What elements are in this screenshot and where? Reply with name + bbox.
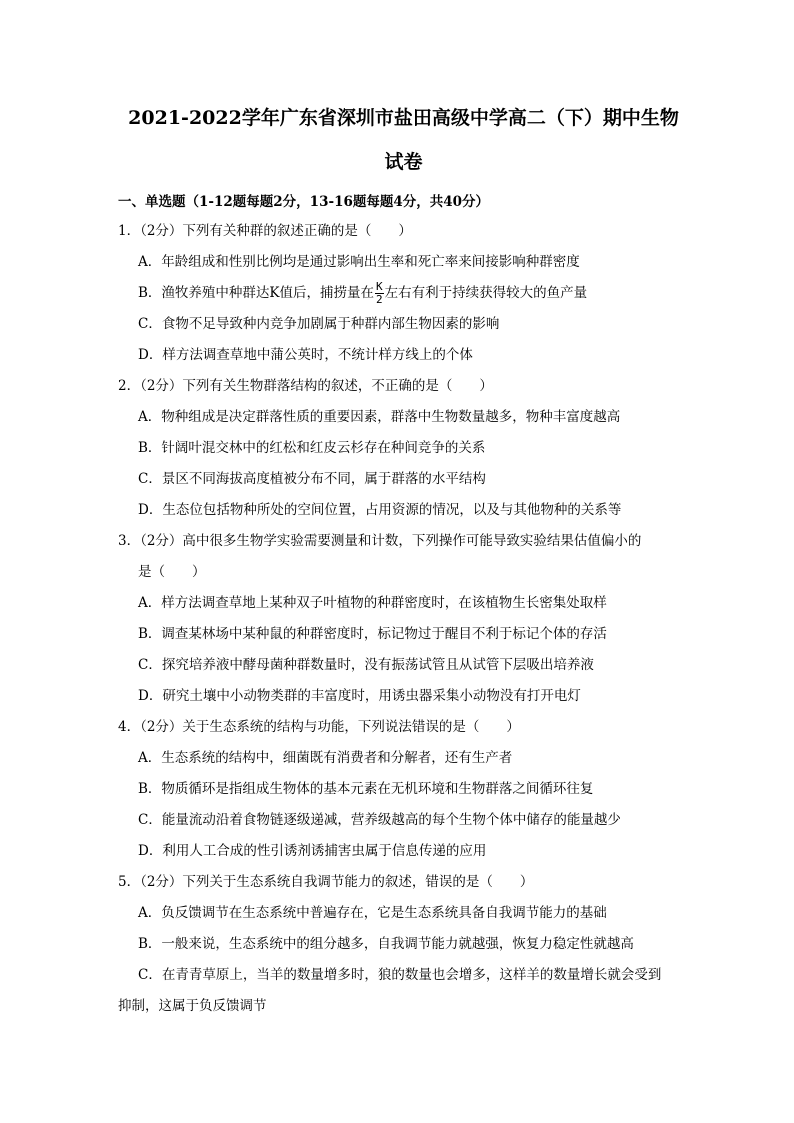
question-stem: 5．（2分）下列关于生态系统自我调节能力的叙述，错误的是（ ） bbox=[118, 874, 534, 890]
question-stem-continued: 是（ ） bbox=[138, 564, 206, 580]
question-2 bbox=[118, 371, 689, 526]
option-b: B．一般来说，生态系统中的组分越多，自我调节能力就越强，恢复力稳定性就越高 bbox=[138, 936, 634, 952]
question-stem: 2．（2分）下列有关生物群落结构的叙述，不正确的是（ ） bbox=[118, 378, 493, 394]
option-c: C．在青青草原上，当羊的数量增多时，狼的数量也会增多，这样羊的数量增长就会受到 bbox=[138, 967, 662, 983]
option-c-continued: 抑制，这属于负反馈调节 bbox=[118, 998, 267, 1014]
option-c: C．探究培养液中酵母菌种群数量时，没有振荡试管且从试管下层吸出培养液 bbox=[138, 657, 594, 673]
option-b-text-post: 左右有利于持续获得较大的鱼产量 bbox=[384, 285, 588, 301]
option-c: C．景区不同海拔高度植被分布不同，属于群落的水平结构 bbox=[138, 471, 486, 487]
option-a: A．负反馈调节在生态系统中普遍存在，它是生态系统具备自我调节能力的基础 bbox=[138, 905, 607, 921]
section-heading: 一、单选题（1-12题每题2分，13-16题每题4分，共40分） bbox=[118, 194, 490, 210]
question-3 bbox=[118, 526, 689, 712]
option-b: B．物质循环是指组成生物体的基本元素在无机环境和生物群落之间循环往复 bbox=[138, 781, 594, 797]
option-a: A．物种组成是决定群落性质的重要因素，群落中生物数量越多，物种丰富度越高 bbox=[138, 409, 621, 425]
question-1 bbox=[118, 216, 689, 371]
option-b: B．针阔叶混交林中的红松和红皮云杉存在种间竞争的关系 bbox=[138, 440, 486, 456]
question-stem: 4．（2分）关于生态系统的结构与功能，下列说法错误的是（ ） bbox=[118, 719, 520, 735]
fraction-k-over-2 bbox=[375, 281, 384, 306]
option-d: D．利用人工合成的性引诱剂诱捕害虫属于信息传递的应用 bbox=[138, 843, 487, 859]
exam-title-line2: 试卷 bbox=[384, 151, 423, 173]
option-b-text-pre: B．渔牧养殖中种群达K值后，捕捞量在 bbox=[138, 285, 375, 301]
fraction-numerator: K bbox=[376, 280, 383, 293]
question-stem: 1．（2分）下列有关种群的叙述正确的是（ ） bbox=[118, 223, 412, 239]
option-b: B．调查某林场中某种鼠的种群密度时，标记物过于醒目不利于标记个体的存活 bbox=[138, 626, 607, 642]
fraction-denominator: 2 bbox=[376, 293, 383, 306]
option-a: A．生态系统的结构中，细菌既有消费者和分解者，还有生产者 bbox=[138, 750, 513, 766]
option-d: D．生态位包括物种所处的空间位置，占用资源的情况，以及与其他物种的关系等 bbox=[138, 502, 622, 518]
option-c: C．食物不足导致种内竞争加剧属于种群内部生物因素的影响 bbox=[138, 316, 500, 332]
option-c: C．能量流动沿着食物链逐级递减，营养级越高的每个生物个体中储存的能量越少 bbox=[138, 812, 621, 828]
option-d: D．样方法调查草地中蒲公英时，不统计样方线上的个体 bbox=[138, 347, 473, 363]
option-a: A．样方法调查草地上某种双子叶植物的种群密度时，在该植物生长密集处取样 bbox=[138, 595, 607, 611]
question-4 bbox=[118, 712, 689, 867]
question-stem: 3．（2分）高中很多生物学实验需要测量和计数，下列操作可能导致实验结果估值偏小的 bbox=[118, 533, 642, 549]
option-d: D．研究土壤中小动物类群的丰富度时，用诱虫器采集小动物没有打开电灯 bbox=[138, 688, 581, 704]
exam-title-line1: 2021-2022学年广东省深圳市盐田高级中学高二（下）期中生物 bbox=[128, 107, 679, 129]
option-b bbox=[118, 278, 689, 309]
question-5 bbox=[118, 867, 689, 1022]
option-a: A．年龄组成和性别比例均是通过影响出生率和死亡率来间接影响种群密度 bbox=[138, 254, 580, 270]
